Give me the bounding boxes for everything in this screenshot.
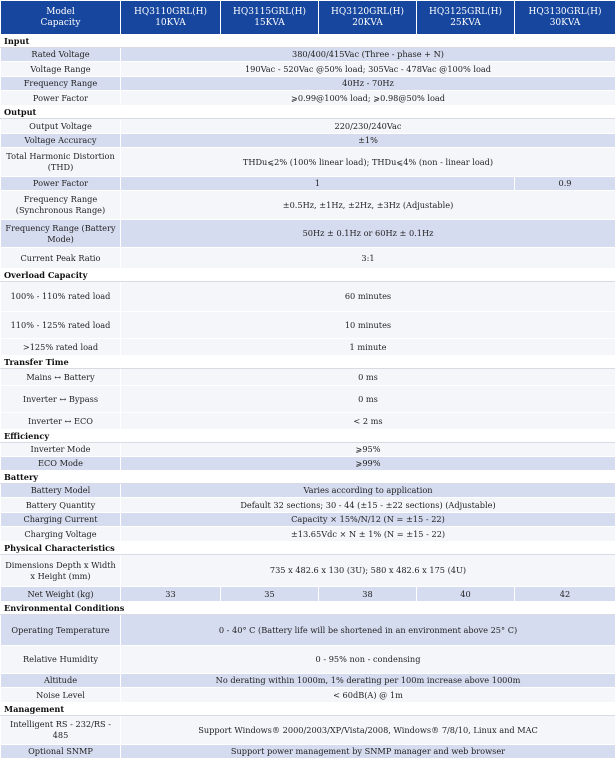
row-optional-snmp: Optional SNMP Support power management by SNMP manager and web browser <box>1 745 615 759</box>
section-input: Input <box>1 35 615 48</box>
net-weight-10kva: 33 <box>121 587 221 602</box>
header-label: Model Capacity <box>1 1 121 35</box>
section-overload: Overload Capacity <box>1 269 615 282</box>
section-efficiency: Efficiency <box>1 430 615 443</box>
row-inverter-mode: Inverter Mode ⩾95% <box>1 443 615 457</box>
row-frequency-range: Frequency Range 40Hz - 70Hz <box>1 77 615 91</box>
row-dimensions: Dimensions Depth x Width x Height (mm) 735 x 482.6 x 130 (3U); 580 x 482.6 x 175 (4U) <box>1 555 615 587</box>
net-weight-30kva: 42 <box>515 587 615 602</box>
row-charging-voltage: Charging Voltage ±13.65Vdc × N ± 1% (N = ±15 - 22) <box>1 527 615 542</box>
header-model-20kva: HQ3120GRL(H) 20KVA <box>319 1 417 35</box>
row-inverter-bypass: Inverter ↔ Bypass 0 ms <box>1 386 615 413</box>
row-rated-voltage: Rated Voltage 380/400/415Vac (Three - phase + N) <box>1 48 615 62</box>
header-model-15kva: HQ3115GRL(H) 15KVA <box>221 1 319 35</box>
row-frequency-battery: Frequency Range (Battery Mode) 50Hz ± 0.1Hz or 60Hz ± 0.1Hz <box>1 220 615 248</box>
row-operating-temperature: Operating Temperature 0 - 40° C (Battery life will be shortened in an environment above 25° C) <box>1 615 615 646</box>
section-output: Output <box>1 106 615 119</box>
net-weight-20kva: 38 <box>319 587 417 602</box>
row-output-voltage: Output Voltage 220/230/240Vac <box>1 119 615 134</box>
row-battery-model: Battery Model Varies according to application <box>1 484 615 498</box>
row-battery-quantity: Battery Quantity Default 32 sections; 30 - 44 (±15 - ±22 sections) (Adjustable) <box>1 498 615 513</box>
row-intelligent-rs: Intelligent RS - 232/RS - 485 Support Windows® 2000/2003/XP/Vista/2008, Windows® 7/8/10, Linux and MAC <box>1 716 615 745</box>
row-voltage-accuracy: Voltage Accuracy ±1% <box>1 134 615 148</box>
row-input-power-factor: Power Factor ⩾0.99@100% load; ⩾0.98@50% load <box>1 91 615 106</box>
row-relative-humidity: Relative Humidity 0 - 95% non - condensing <box>1 646 615 674</box>
header-model-25kva: HQ3125GRL(H) 25KVA <box>417 1 515 35</box>
section-management: Management <box>1 703 615 716</box>
row-net-weight: Net Weight (kg) 33 35 38 40 42 <box>1 587 615 602</box>
net-weight-15kva: 35 <box>221 587 319 602</box>
section-physical: Physical Characteristics <box>1 542 615 555</box>
row-noise-level: Noise Level < 60dB(A) @ 1m <box>1 688 615 703</box>
section-transfer: Transfer Time <box>1 356 615 369</box>
row-voltage-range: Voltage Range 190Vac - 520Vac @50% load; 305Vac - 478Vac @100% load <box>1 62 615 77</box>
header-model-10kva: HQ3110GRL(H) 10KVA <box>121 1 221 35</box>
row-charging-current: Charging Current Capacity × 15%/N/12 (N = ±15 - 22) <box>1 513 615 527</box>
row-output-power-factor: Power Factor 1 0.9 <box>1 177 615 191</box>
row-altitude: Altitude No derating within 1000m, 1% derating per 100m increase above 1000m <box>1 674 615 688</box>
row-inverter-eco: Inverter ↔ ECO < 2 ms <box>1 413 615 430</box>
row-thd: Total Harmonic Distortion (THD) THDu⩽2% (100% linear load); THDu⩽4% (non - linear load) <box>1 148 615 177</box>
header-row <box>1 1 615 35</box>
net-weight-25kva: 40 <box>417 587 515 602</box>
row-overload-2: 110% - 125% rated load 10 minutes <box>1 312 615 339</box>
row-frequency-sync: Frequency Range (Synchronous Range) ±0.5Hz, ±1Hz, ±2Hz, ±3Hz (Adjustable) <box>1 191 615 220</box>
row-current-peak-ratio: Current Peak Ratio 3:1 <box>1 248 615 269</box>
row-overload-1: 100% - 110% rated load 60 minutes <box>1 282 615 312</box>
header-model-30kva: HQ3130GRL(H) 30KVA <box>515 1 615 35</box>
section-battery: Battery <box>1 471 615 484</box>
row-overload-3: >125% rated load 1 minute <box>1 339 615 356</box>
row-mains-battery: Mains ↔ Battery 0 ms <box>1 369 615 386</box>
section-environment: Environmental Conditions <box>1 602 615 615</box>
row-eco-mode: ECO Mode ⩾99% <box>1 457 615 471</box>
